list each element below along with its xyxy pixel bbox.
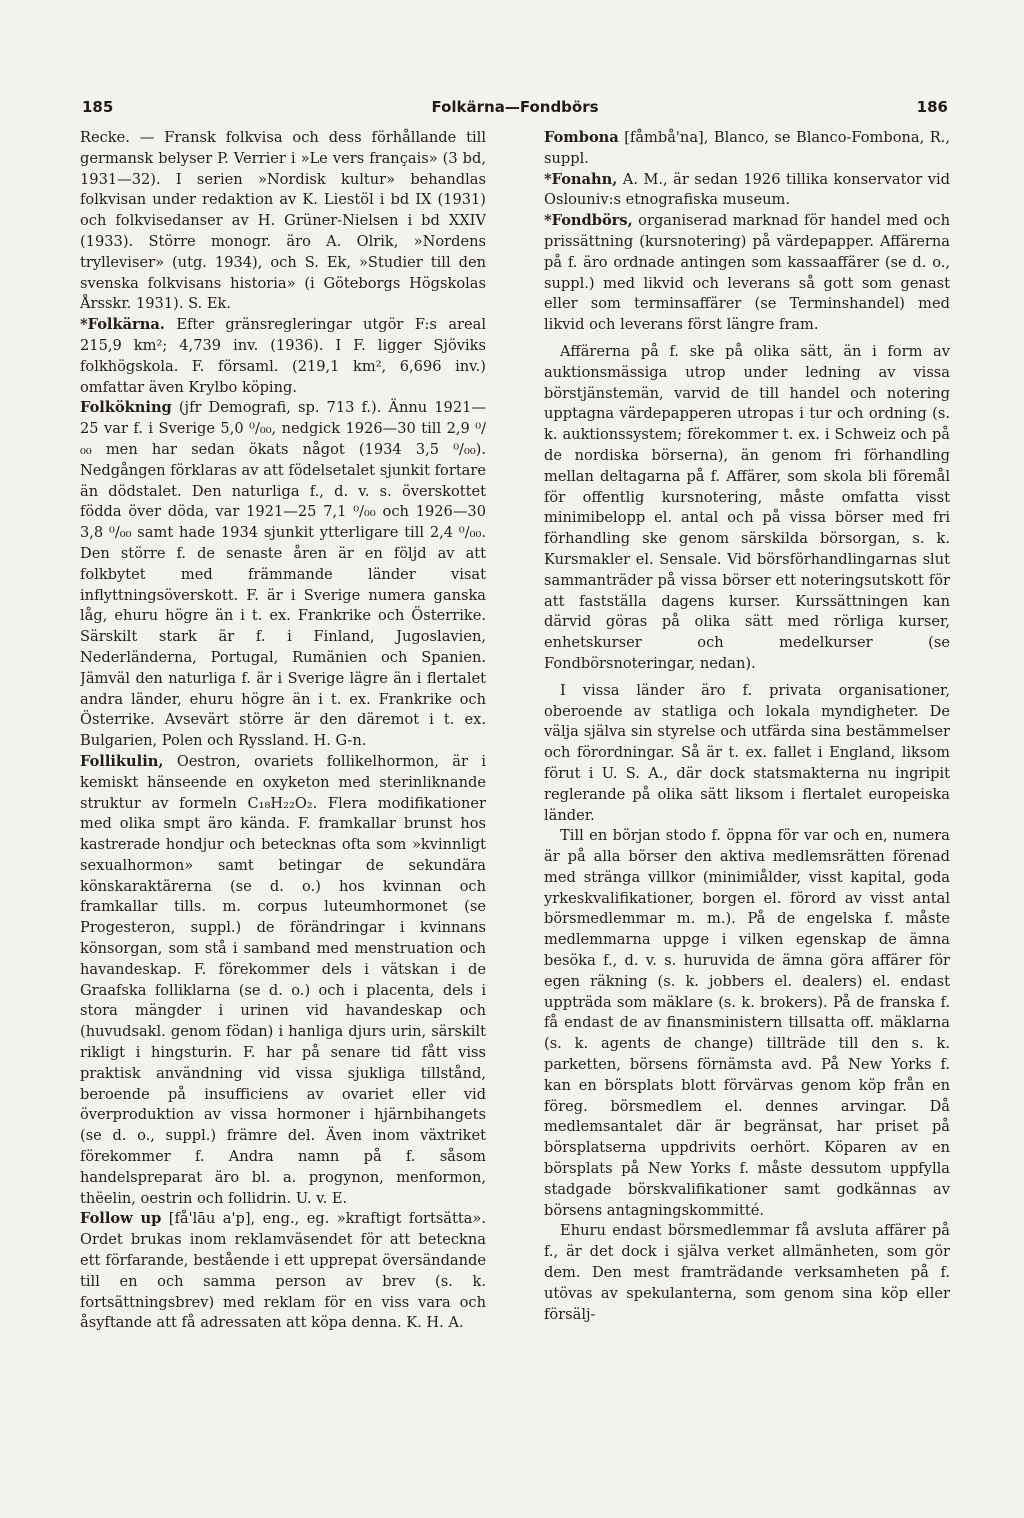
fondbors-paragraph	[544, 681, 950, 827]
entry-folkokning	[80, 398, 486, 752]
entry-text: Ehuru endast börsmedlemmar få avsluta affärer på f., är det dock i själva verket allmänheten, som gör dem. Den mest framträdande verksamheten på f. utövas av spekulanterna, som genom sina köp eller försälj-	[544, 1222, 950, 1323]
page-title: Folkärna—Fondbörs	[431, 98, 599, 116]
entry-headword: *Folkärna.	[80, 316, 165, 334]
page-number-left: 185	[82, 98, 114, 116]
entry-follow-up	[80, 1209, 486, 1334]
entry-folkvisa-continued	[80, 128, 486, 315]
entry-headword: Fombona	[544, 129, 619, 146]
entry-fonahn	[544, 170, 950, 212]
entry-text: [få'lāu a'p], eng., eg. »kraftigt fortsätta». Ordet brukas inom reklamväsendet för att beteckna ett förfarande, bestående i ett upprepat översändande till en och samma person av brev (s. k. fortsättningsbrev) med reklam för en viss vara och åsyftande att få adressaten att köpa denna. K. H. A.	[80, 1210, 486, 1332]
entry-headword: Folkökning	[80, 399, 172, 417]
entry-headword: *Fondbörs,	[544, 212, 633, 230]
entry-text: Affärerna på f. ske på olika sätt, än i form av auktionsmässiga utrop under ledning av vissa börstjänstemän, varvid de till handel och notering upptagna värdepapperen utropas i tur och ordning (s. k. auktionssystem; förekommer t. ex. i Schweiz och på de nordiska börserna), än genom fri förhandling mellan deltagarna på f. Affärer, som skola bli föremål för offentlig kursnotering, måste omfatta visst minimibelopp el. antal och på vissa börser med fri förhandling ske genom särskilda börsorgan, s. k. Kursmakler el. Sensale. Vid börsförhandlingarnas slut sammanträder på vissa börser ett noteringsutskott för att fastställa dagens kurser. Kurssättningen kan därvid göras på olika sätt med rörliga kurser, enhetskurser och medelkurser (se Fondbörsnoteringar, nedan).	[544, 342, 950, 672]
entry-text: I vissa länder äro f. privata organisationer, oberoende av statliga och lokala myndigheter. De välja själva sin styrelse och utfärda sina bestämmelser och förordningar. Så är t. ex. fallet i England, liksom förut i U. S. A., där dock statsmakterna nu ingripit reglerande på olika sätt liksom i flertalet europeiska länder.	[544, 681, 950, 824]
entry-fombona	[544, 128, 950, 170]
entry-text: Oestron, ovariets follikelhormon, är i kemiskt hänseende en oxyketon med sterinliknande struktur av formeln C₁₈H₂₂O₂. Flera modifikationer med olika smpt äro kända. F. framkallar brunst hos kastrerade hondjur och betecknas ofta som »kvinnligt sexualhormon» samt betingar de sekundära könskaraktärerna (se d. o.) hos kvinnan och framkallar tills. m. corpus luteumhormonet (se Progesteron, suppl.) de förändringar i kvinnans könsorgan, som stå i samband med menstruation och havandeskap. F. förekommer dels i vätskan i de Graafska folliklarna (se d. o.) och i placenta, dels i stora mängder i urinen vid havandeskap och (huvudsakl. genom födan) i hanliga djurs urin, särskilt rikligt i hingsturin. F. har på senare tid fått viss praktisk användning vid vissa sjukliga tillstånd, beroende på insufficiens av ovariet eller vid överproduktion av vissa hormoner i hjärnbihangets (se d. o., suppl.) främre del. Även inom växtriket förekommer f. Andra namn på f. såsom handelspreparat äro bl. a. progynon, menformon, thëelin, oestrin och follidrin. U. v. E.	[80, 752, 486, 1207]
entry-text: (jfr Demografi, sp. 713 f.). Ännu 1921—25 var f. i Sverige 5,0 ⁰/₀₀, nedgick 1926—30 till 2,9 ⁰/₀₀ men har sedan ökats något (1934 3,5 ⁰/₀₀). Nedgången förklaras av att födelsetalet sjunkit fortare än dödstalet. Den naturliga f., d. v. s. överskottet födda över döda, var 1921—25 7,1 ⁰/₀₀ och 1926—30 3,8 ⁰/₀₀ samt hade 1934 sjunkit ytterligare till 2,4 ⁰/₀₀. Den större f. de senaste åren är en följd av att folkbytet med främmande länder visat inflyttningsöverskott. F. är i Sverige numera ganska låg, ehuru högre än i t. ex. Frankrike och Österrike. Särskilt stark är f. i Finland, Jugoslavien, Nederländerna, Portugal, Rumänien och Spanien. Jämväl den naturliga f. är i Sverige lägre än i flertalet andra länder, ehuru högre än i t. ex. Frankrike och Österrike. Avsevärt större är den däremot i t. ex. Bulgarien, Polen och Ryssland. H. G-n.	[80, 399, 486, 750]
entry-follikulin	[80, 752, 486, 1210]
fondbors-paragraph	[544, 342, 950, 675]
entry-headword: *Fonahn,	[544, 170, 618, 188]
fondbors-paragraph	[544, 826, 950, 1221]
entry-headword: Follikulin,	[80, 752, 164, 770]
entry-folkarna	[80, 315, 486, 398]
entry-text: organiserad marknad för handel med och prissättning (kursnotering) på värdepapper. Affärerna på f. äro ordnade antingen som kassaaffärer (se d. o., suppl.) med likvid och leverans så gott som genast eller som terminsaffärer (se Terminshandel) med likvid och leverans först längre fram.	[544, 212, 950, 334]
entry-text: A. M., är sedan 1926 tillika konservator vid Oslouniv:s etnografiska museum.	[544, 170, 950, 209]
page-number-right: 186	[916, 98, 948, 116]
entry-text: Efter gränsregleringar utgör F:s areal 215,9 km²; 4,739 inv. (1936). I F. ligger Sjöviks folkhögskola. F. församl. (219,1 km², 6,696 inv.) omfattar även Krylbo köping.	[80, 316, 486, 396]
entry-headword: Follow up	[80, 1210, 162, 1228]
entry-text: [fåmbå'na], Blanco, se Blanco-Fombona, R., suppl.	[544, 129, 950, 167]
text-columns	[80, 128, 950, 1473]
fondbors-paragraph	[544, 1221, 950, 1325]
entry-text: Recke. — Fransk folkvisa och dess förhållande till germansk belyser P. Verrier i »Le vers français» (3 bd, 1931—32). I serien »Nordisk kultur» behandlas folkvisan under redaktion av K. Liestöl i bd IX (1931) och folkvisedanser av H. Grüner-Nielsen i bd XXIV (1933). Större monogr. äro A. Olrik, »Nordens trylleviser» (utg. 1934), och S. Ek, »Studier till den svenska folkvisans historia» (i Göteborgs Högskolas Årsskr. 1931). S. Ek.	[80, 129, 486, 313]
right-column	[544, 128, 950, 1473]
entry-text: Till en början stodo f. öppna för var och en, numera är på alla börser den aktiva medlemsrätten förenad med stränga villkor (minimiålder, visst kapital, goda yrkeskvalifikationer, borgen el. förord av visst antal börsmedlemmar m. m.). På de engelska f. måste medlemmarna uppge i vilken egenskap de ämna besöka f., d. v. s. huruvida de ämna göra affärer för egen räkning (s. k. jobbers el. dealers) el. endast uppträda som mäklare (s. k. brokers). På de franska f. få endast de av finansministern tillsatta off. mäklarna (s. k. agents de change) tillträde till den s. k. parketten, börsens förnämsta avd. På New Yorks f. kan en börsplats blott förvärvas genom köp från en föreg. börsmedlem el. dennes arvingar. Då medlemsantalet där är begränsat, har priset på börsplatserna uppdrivits oerhört. Köparen av en börsplats på New Yorks f. måste dessutom uppfylla stadgade börskvalifikationer samt godkännas av börsens antagningskommitté.	[544, 827, 950, 1219]
left-column	[80, 128, 486, 1473]
entry-fondbors	[544, 211, 950, 336]
running-head	[82, 98, 948, 116]
